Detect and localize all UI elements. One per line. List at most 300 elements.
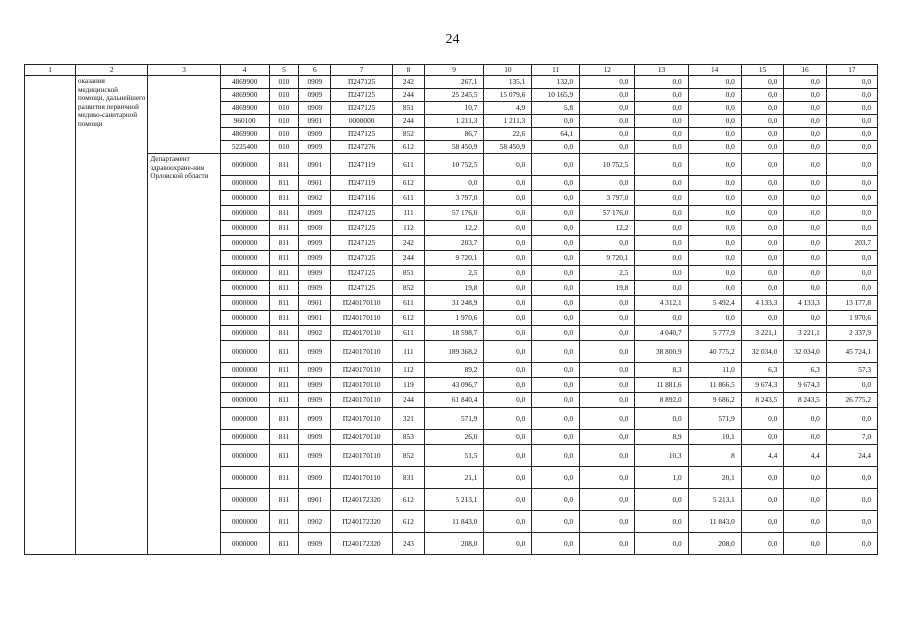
table-cell: 0,0	[635, 89, 688, 102]
table-cell: П247125	[331, 102, 393, 115]
table-cell: 0000000	[220, 489, 269, 511]
table-cell: 0,0	[826, 128, 877, 141]
table-cell: 89,2	[424, 363, 484, 378]
table-cell: 0,0	[484, 393, 532, 408]
table-cell: 0,0	[688, 154, 741, 176]
table-cell: 0,0	[826, 154, 877, 176]
table-cell: 0000000	[220, 154, 269, 176]
table-cell: 0,0	[784, 128, 827, 141]
table-cell: 5 213,1	[424, 489, 484, 511]
table-cell: 0,0	[580, 467, 635, 489]
table-cell: 0901	[299, 311, 331, 326]
table-cell: П240170110	[331, 430, 393, 445]
table-cell: 831	[392, 467, 424, 489]
table-cell: 612	[392, 176, 424, 191]
table-cell: 0,0	[688, 115, 741, 128]
table-cell: 0,0	[532, 511, 580, 533]
table-cell: 0,0	[484, 176, 532, 191]
table-cell: 811	[269, 489, 299, 511]
table-cell: 9 674,3	[741, 378, 784, 393]
table-cell: 0,0	[784, 408, 827, 430]
table-cell: 0,0	[532, 115, 580, 128]
table-cell: 0,0	[580, 141, 635, 154]
table-cell: 10 752,5	[580, 154, 635, 176]
table-cell: П247125	[331, 89, 393, 102]
table-cell: 811	[269, 281, 299, 296]
table-cell: П240170110	[331, 408, 393, 430]
table-cell: П240170110	[331, 341, 393, 363]
table-cell: 0909	[299, 221, 331, 236]
table-cell: 0,0	[532, 296, 580, 311]
table-cell: П240170110	[331, 445, 393, 467]
table-cell: 0000000	[220, 281, 269, 296]
table-cell: 4869900	[220, 89, 269, 102]
table-cell: 0909	[299, 378, 331, 393]
table-cell: 0902	[299, 511, 331, 533]
table-cell: 1 970,6	[424, 311, 484, 326]
table-cell: 8 892,0	[635, 393, 688, 408]
table-row	[25, 154, 878, 176]
table-cell: 32 034,0	[784, 341, 827, 363]
table-cell: 0,0	[635, 281, 688, 296]
table-cell: 611	[392, 296, 424, 311]
column-header: 6	[299, 65, 331, 76]
table-cell: 0909	[299, 281, 331, 296]
table-cell: П240170110	[331, 326, 393, 341]
table-cell: 612	[392, 489, 424, 511]
table-cell: П247125	[331, 251, 393, 266]
table-cell: 9 686,2	[688, 393, 741, 408]
table-cell: П247125	[331, 266, 393, 281]
table-cell: 1,0	[635, 467, 688, 489]
table-cell: 0909	[299, 467, 331, 489]
table-cell: 0,0	[741, 102, 784, 115]
table-cell: 58 450,9	[484, 141, 532, 154]
table-cell: 0,0	[635, 206, 688, 221]
table-cell: 8,3	[635, 363, 688, 378]
table-cell: 0,0	[532, 378, 580, 393]
table-cell: 0,0	[484, 467, 532, 489]
budget-table	[24, 64, 878, 555]
table-cell: 11 843,0	[688, 511, 741, 533]
table-cell: 10,1	[688, 430, 741, 445]
column-header: 4	[220, 65, 269, 76]
table-cell: 0,0	[741, 128, 784, 141]
table-cell: 0000000	[220, 236, 269, 251]
table-cell: 0,0	[580, 511, 635, 533]
table-cell: 0,0	[688, 89, 741, 102]
table-cell: 0,0	[484, 296, 532, 311]
table-cell: 0,0	[784, 154, 827, 176]
table-cell: 0909	[299, 430, 331, 445]
table-cell: 11,0	[688, 363, 741, 378]
table-cell: 0,0	[484, 511, 532, 533]
table-cell: 811	[269, 251, 299, 266]
table-cell: 4869900	[220, 76, 269, 89]
table-cell: 0,0	[532, 326, 580, 341]
table-cell: 8 243,5	[784, 393, 827, 408]
table-cell: 4 133,3	[741, 296, 784, 311]
table-cell: 0,0	[580, 76, 635, 89]
table-cell: 132,0	[532, 76, 580, 89]
table-cell: 2 337,9	[826, 326, 877, 341]
table-cell: 0000000	[220, 341, 269, 363]
table-cell: 612	[392, 511, 424, 533]
table-cell: 0,0	[741, 311, 784, 326]
table-cell: 0,0	[688, 191, 741, 206]
table-cell: 0000000	[220, 378, 269, 393]
table-cell: 811	[269, 296, 299, 311]
table-cell: 852	[392, 281, 424, 296]
table-cell: 0,0	[688, 311, 741, 326]
column-header: 14	[688, 65, 741, 76]
table-cell: 0902	[299, 191, 331, 206]
table-cell: 0,0	[826, 251, 877, 266]
table-cell: 0,0	[784, 191, 827, 206]
table-cell: 811	[269, 378, 299, 393]
header-row	[25, 65, 878, 76]
table-cell: 112	[392, 221, 424, 236]
table-cell: 0000000	[220, 296, 269, 311]
table-cell: 57 176,0	[580, 206, 635, 221]
table-cell: 5 213,1	[688, 489, 741, 511]
table-cell: П247125	[331, 236, 393, 251]
table-cell: 0,0	[784, 533, 827, 555]
column-header: 10	[484, 65, 532, 76]
table-cell: 0,0	[741, 89, 784, 102]
table-cell: 3 797,0	[424, 191, 484, 206]
table-cell: 0,0	[826, 511, 877, 533]
table-cell: 8	[688, 445, 741, 467]
table-cell: 0,0	[784, 206, 827, 221]
table-cell: П247125	[331, 206, 393, 221]
table-cell: 21,1	[424, 467, 484, 489]
table-cell: 0,0	[484, 206, 532, 221]
table-cell: 0,0	[580, 430, 635, 445]
table-cell: 0,0	[580, 445, 635, 467]
table-cell: 0,0	[580, 408, 635, 430]
table-cell: 0,0	[532, 363, 580, 378]
table-cell: 0,0	[635, 102, 688, 115]
table-cell: 0,0	[580, 363, 635, 378]
table-cell: 0,0	[741, 430, 784, 445]
table-cell: 0,0	[826, 489, 877, 511]
table-cell: 0000000	[220, 221, 269, 236]
table-cell: 0,0	[826, 115, 877, 128]
table-cell: 61 840,4	[424, 393, 484, 408]
table-cell: 0,0	[826, 281, 877, 296]
table-cell: 4869900	[220, 102, 269, 115]
table-cell: П247125	[331, 128, 393, 141]
table-cell: 57 176,0	[424, 206, 484, 221]
column-header: 11	[532, 65, 580, 76]
table-cell: 0,0	[484, 154, 532, 176]
table-cell: 0902	[299, 326, 331, 341]
table-cell: 0000000	[220, 326, 269, 341]
table-cell: 0909	[299, 363, 331, 378]
column-header: 17	[826, 65, 877, 76]
table-cell: 4,9	[484, 102, 532, 115]
table-cell: 203,7	[826, 236, 877, 251]
table-cell: 811	[269, 430, 299, 445]
table-cell: П240172320	[331, 533, 393, 555]
table-cell: 26 775,2	[826, 393, 877, 408]
table-cell: 0,0	[635, 236, 688, 251]
table-cell: 86,7	[424, 128, 484, 141]
table-cell: 244	[392, 393, 424, 408]
table-cell: 0,0	[826, 89, 877, 102]
table-cell: 4 133,3	[784, 296, 827, 311]
table-cell: 4 312,1	[635, 296, 688, 311]
table-cell: 0,0	[635, 311, 688, 326]
table-cell: 0,0	[688, 236, 741, 251]
table-cell: 189 368,2	[424, 341, 484, 363]
table-cell: 0,0	[741, 176, 784, 191]
table-cell: П247119	[331, 154, 393, 176]
table-cell: 811	[269, 511, 299, 533]
table-cell: 0,0	[484, 236, 532, 251]
table-cell: 0,0	[532, 489, 580, 511]
table-cell: 9 674,3	[784, 378, 827, 393]
table-cell: 0,0	[532, 154, 580, 176]
table-cell: 0,0	[784, 511, 827, 533]
table-cell: 811	[269, 176, 299, 191]
table-cell: 0,0	[688, 266, 741, 281]
table-cell: 0,0	[688, 221, 741, 236]
table-cell: 25 245,5	[424, 89, 484, 102]
table-cell: 5,8	[532, 102, 580, 115]
column-header: 12	[580, 65, 635, 76]
table-cell: 811	[269, 393, 299, 408]
table-cell: 0,0	[580, 89, 635, 102]
table-cell: П240170110	[331, 296, 393, 311]
table-cell: П247125	[331, 281, 393, 296]
table-cell: 0,0	[741, 533, 784, 555]
table-cell: 0,0	[784, 281, 827, 296]
department-cell	[148, 154, 220, 555]
table-cell: 0,0	[580, 341, 635, 363]
table-cell: 0,0	[532, 236, 580, 251]
table-cell: П240170110	[331, 311, 393, 326]
table-cell: 32 034,0	[741, 341, 784, 363]
table-cell: 10 165,9	[532, 89, 580, 102]
table-cell: 571,9	[424, 408, 484, 430]
table-cell: 0,0	[688, 206, 741, 221]
table-cell: 19,8	[424, 281, 484, 296]
table-cell: 0,0	[484, 191, 532, 206]
table-cell: 0909	[299, 89, 331, 102]
table-cell: 811	[269, 533, 299, 555]
table-cell: 0,0	[532, 206, 580, 221]
table-cell: П240170110	[331, 363, 393, 378]
table-cell: 0,0	[688, 141, 741, 154]
table-cell: 811	[269, 191, 299, 206]
table-cell: 0,0	[741, 408, 784, 430]
table-cell: 0,0	[784, 430, 827, 445]
column-header: 3	[148, 65, 220, 76]
table-cell: 0,0	[784, 102, 827, 115]
table-cell: 0909	[299, 236, 331, 251]
table-cell: 15 079,6	[484, 89, 532, 102]
table-cell: 853	[392, 430, 424, 445]
column-header: 13	[635, 65, 688, 76]
column-1-cell	[25, 76, 76, 555]
table-cell: 0,0	[688, 251, 741, 266]
table-cell: 0,0	[826, 221, 877, 236]
table-cell: 51,5	[424, 445, 484, 467]
table-cell: 40 775,2	[688, 341, 741, 363]
table-cell: 0,0	[784, 266, 827, 281]
table-cell: 0,0	[484, 533, 532, 555]
table-cell: 0909	[299, 102, 331, 115]
table-cell: 1 211,3	[424, 115, 484, 128]
table-cell: 2,5	[424, 266, 484, 281]
table-cell: 0,0	[741, 141, 784, 154]
table-cell: 0,0	[635, 221, 688, 236]
table-cell: 852	[392, 128, 424, 141]
table-cell: 010	[269, 115, 299, 128]
table-cell: 0,0	[784, 141, 827, 154]
table-cell: 111	[392, 206, 424, 221]
column-header: 1	[25, 65, 76, 76]
table-cell: 0,0	[635, 141, 688, 154]
table-cell: 0909	[299, 251, 331, 266]
table-cell: 0,0	[484, 378, 532, 393]
table-cell: 242	[392, 76, 424, 89]
table-cell: 38 800,9	[635, 341, 688, 363]
table-row	[25, 76, 878, 89]
table-cell: 0,0	[635, 115, 688, 128]
table-cell: 0909	[299, 128, 331, 141]
table-cell: 6,3	[784, 363, 827, 378]
table-cell: 0,0	[532, 533, 580, 555]
table-cell: 0000000	[220, 430, 269, 445]
table-cell: 0,0	[532, 311, 580, 326]
table-cell: 119	[392, 378, 424, 393]
table-cell: 0,0	[532, 176, 580, 191]
table-cell: 10,3	[635, 445, 688, 467]
table-cell: 19,8	[580, 281, 635, 296]
table-cell: 0,0	[484, 266, 532, 281]
table-cell: 0,0	[688, 76, 741, 89]
table-cell: 611	[392, 154, 424, 176]
table-cell: 6,3	[741, 363, 784, 378]
table-cell: 111	[392, 341, 424, 363]
table-cell: 0,0	[826, 266, 877, 281]
table-cell: 112	[392, 363, 424, 378]
table-cell: 0909	[299, 408, 331, 430]
table-cell: П247119	[331, 176, 393, 191]
table-cell: 571,9	[688, 408, 741, 430]
table-cell: 0,0	[635, 76, 688, 89]
table-cell: 0,0	[424, 176, 484, 191]
table-cell: 26,0	[424, 430, 484, 445]
table-cell: 13 177,8	[826, 296, 877, 311]
table-cell: 208,0	[424, 533, 484, 555]
department-name: Департамент здравоохране-ния Орловской области	[150, 155, 209, 180]
table-cell: 0,0	[826, 76, 877, 89]
table-cell: 0000000	[220, 206, 269, 221]
table-cell: 31 248,9	[424, 296, 484, 311]
table-cell: 0901	[299, 154, 331, 176]
table-cell: 208,0	[688, 533, 741, 555]
table-cell: 10,7	[424, 102, 484, 115]
table-cell: П240172320	[331, 489, 393, 511]
table-cell: 9 720,1	[424, 251, 484, 266]
table-cell: 0,0	[580, 296, 635, 311]
table-cell: 0,0	[635, 251, 688, 266]
table-cell: 0000000	[220, 251, 269, 266]
table-cell: 0,0	[532, 467, 580, 489]
table-cell: 0000000	[220, 408, 269, 430]
table-cell: 58 450,9	[424, 141, 484, 154]
table-cell: 0,0	[826, 102, 877, 115]
table-cell: 57,3	[826, 363, 877, 378]
table-cell: 20,1	[688, 467, 741, 489]
table-cell: 12,2	[580, 221, 635, 236]
table-cell: 5225400	[220, 141, 269, 154]
table-cell: 0,0	[784, 221, 827, 236]
table-cell: 0901	[299, 176, 331, 191]
table-cell: 0000000	[220, 467, 269, 489]
table-cell: 0909	[299, 445, 331, 467]
table-cell: 244	[392, 89, 424, 102]
table-cell: 135,1	[484, 76, 532, 89]
table-cell: П247116	[331, 191, 393, 206]
table-cell: 811	[269, 363, 299, 378]
table-cell: 0,0	[580, 311, 635, 326]
table-cell: 3 797,0	[580, 191, 635, 206]
table-cell: 0909	[299, 533, 331, 555]
table-cell: 0,0	[532, 341, 580, 363]
table-cell: 611	[392, 191, 424, 206]
table-cell: 851	[392, 102, 424, 115]
column-header: 2	[76, 65, 148, 76]
table-cell: 0,0	[635, 511, 688, 533]
table-cell: 811	[269, 341, 299, 363]
table-cell: 0,0	[484, 445, 532, 467]
table-cell: 4,4	[741, 445, 784, 467]
table-cell: 0,0	[688, 281, 741, 296]
table-cell: 0,0	[784, 176, 827, 191]
table-cell: 0,0	[635, 408, 688, 430]
table-cell: 0,0	[741, 467, 784, 489]
table-cell: 8 243,5	[741, 393, 784, 408]
table-cell: 0000000	[220, 533, 269, 555]
table-cell: 611	[392, 326, 424, 341]
table-cell: 11 881,6	[635, 378, 688, 393]
table-cell: 1 211,3	[484, 115, 532, 128]
table-cell: 811	[269, 154, 299, 176]
table-cell: 0901	[299, 115, 331, 128]
table-cell: 0,0	[826, 176, 877, 191]
table-cell: 811	[269, 326, 299, 341]
table-cell: 4 040,7	[635, 326, 688, 341]
table-cell: 203,7	[424, 236, 484, 251]
table-cell: 0,0	[741, 76, 784, 89]
table-cell: 4869900	[220, 128, 269, 141]
table-cell: 0,0	[532, 430, 580, 445]
table-cell: 0,0	[484, 363, 532, 378]
table-cell: 811	[269, 408, 299, 430]
table-cell: 244	[392, 251, 424, 266]
table-cell: 0,0	[826, 533, 877, 555]
table-cell: 0,0	[784, 251, 827, 266]
table-cell: 010	[269, 141, 299, 154]
table-cell: 0000000	[220, 176, 269, 191]
column-header: 16	[784, 65, 827, 76]
page-number: 24	[445, 32, 460, 47]
